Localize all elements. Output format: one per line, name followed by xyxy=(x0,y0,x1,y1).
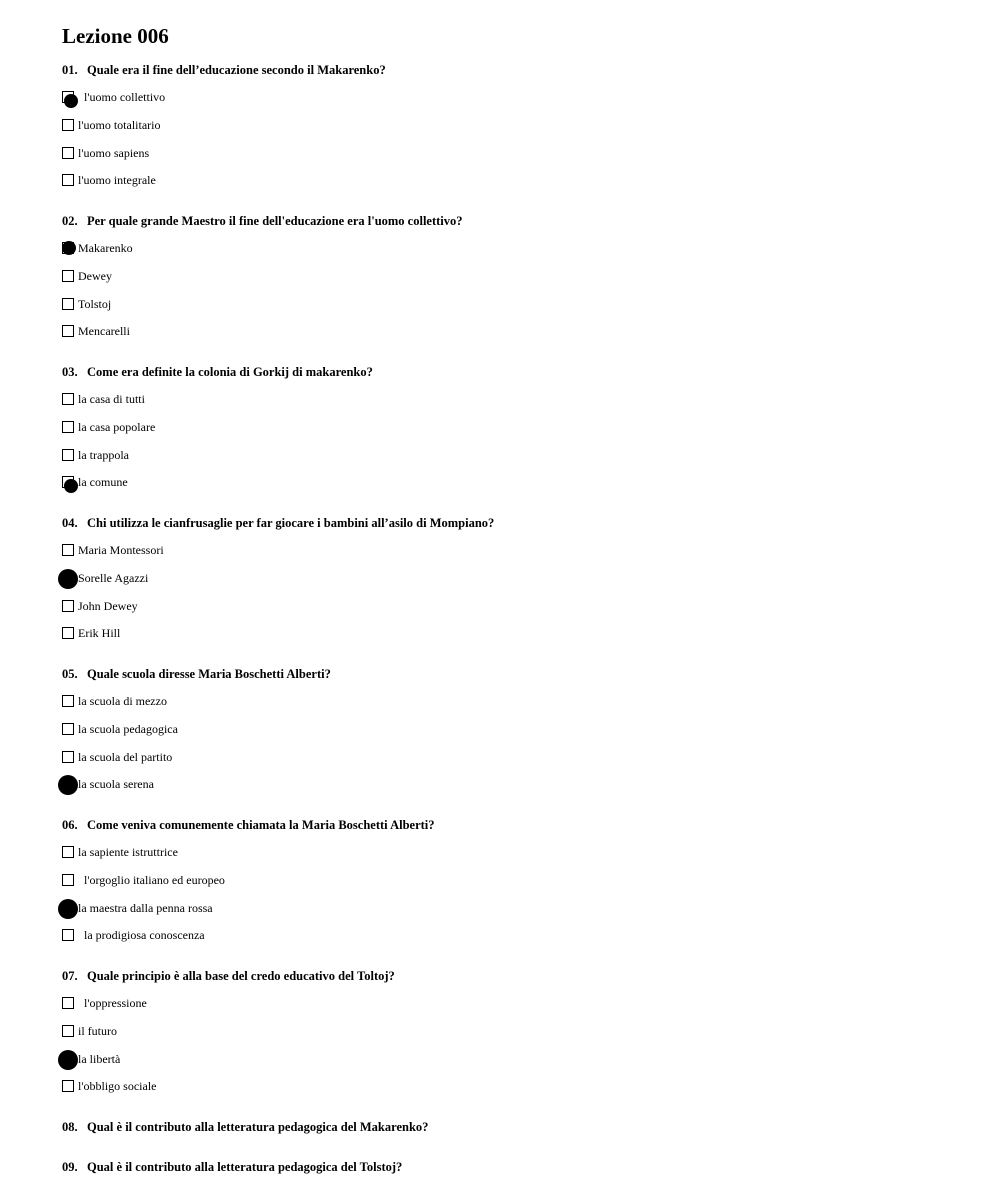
answer-option[interactable] xyxy=(62,541,164,559)
answer-checkbox[interactable] xyxy=(62,449,74,461)
answer-option[interactable] xyxy=(62,1077,156,1095)
question-9 xyxy=(62,1158,402,1176)
answer-checkbox[interactable] xyxy=(62,476,74,488)
answer-label: l'orgoglio italiano ed europeo xyxy=(84,873,225,887)
question-number: 05. xyxy=(62,667,78,681)
answer-option[interactable] xyxy=(62,569,148,587)
question-text: Quale principio è alla base del credo educativo del Toltoj? xyxy=(87,969,395,983)
question-8 xyxy=(62,1118,428,1136)
answer-label: Dewey xyxy=(78,269,112,283)
question-number: 08. xyxy=(62,1120,78,1134)
question-3 xyxy=(62,363,373,381)
answer-label: John Dewey xyxy=(78,599,138,613)
answer-label: la casa popolare xyxy=(78,420,156,434)
answer-option[interactable] xyxy=(62,1050,120,1068)
question-number: 09. xyxy=(62,1160,78,1174)
answer-checkbox[interactable] xyxy=(62,902,74,914)
filled-dot-icon xyxy=(58,775,78,795)
answer-checkbox[interactable] xyxy=(62,1053,74,1065)
answer-label: la scuola serena xyxy=(78,777,154,791)
answer-label: Maria Montessori xyxy=(78,543,164,557)
filled-dot-icon xyxy=(64,479,78,493)
answer-checkbox[interactable] xyxy=(62,723,74,735)
answer-option[interactable] xyxy=(62,994,147,1012)
answer-option[interactable] xyxy=(62,446,129,464)
answer-option[interactable] xyxy=(62,322,130,340)
answer-label: la libertà xyxy=(78,1052,121,1066)
question-6 xyxy=(62,816,435,834)
answer-checkbox[interactable] xyxy=(62,874,74,886)
answer-option[interactable] xyxy=(62,239,133,257)
answer-option[interactable] xyxy=(62,88,165,106)
answer-option[interactable] xyxy=(62,1022,117,1040)
answer-option[interactable] xyxy=(62,473,128,491)
question-text: Quale scuola diresse Maria Boschetti Alberti? xyxy=(87,667,331,681)
answer-label: Mencarelli xyxy=(78,324,130,338)
answer-label: la scuola pedagogica xyxy=(78,722,178,736)
answer-checkbox[interactable] xyxy=(62,627,74,639)
question-text: Quale era il fine dell’educazione secondo il Makarenko? xyxy=(87,63,386,77)
answer-label: la scuola di mezzo xyxy=(78,694,167,708)
answer-option[interactable] xyxy=(62,116,160,134)
answer-checkbox[interactable] xyxy=(62,1080,74,1092)
answer-label: Erik Hill xyxy=(78,626,121,640)
answer-checkbox[interactable] xyxy=(62,997,74,1009)
answer-checkbox[interactable] xyxy=(62,421,74,433)
answer-option[interactable] xyxy=(62,597,138,615)
answer-label: l'uomo integrale xyxy=(78,173,156,187)
answer-option[interactable] xyxy=(62,720,178,738)
answer-checkbox[interactable] xyxy=(62,572,74,584)
question-number: 04. xyxy=(62,516,78,530)
question-text: Per quale grande Maestro il fine dell'educazione era l'uomo collettivo? xyxy=(87,214,463,228)
answer-option[interactable] xyxy=(62,390,145,408)
question-text: Come veniva comunemente chiamata la Maria Boschetti Alberti? xyxy=(87,818,435,832)
answer-checkbox[interactable] xyxy=(62,325,74,337)
answer-label: l'uomo sapiens xyxy=(78,146,150,160)
answer-label: la prodigiosa conoscenza xyxy=(84,928,205,942)
question-1 xyxy=(62,61,386,79)
question-number: 02. xyxy=(62,214,78,228)
answer-option[interactable] xyxy=(62,624,120,642)
question-2 xyxy=(62,212,463,230)
answer-checkbox[interactable] xyxy=(62,695,74,707)
question-text: Qual è il contributo alla letteratura pedagogica del Makarenko? xyxy=(87,1120,429,1134)
answer-checkbox[interactable] xyxy=(62,544,74,556)
answer-label: il futuro xyxy=(78,1024,117,1038)
answer-checkbox[interactable] xyxy=(62,147,74,159)
answer-option[interactable] xyxy=(62,418,155,436)
question-7 xyxy=(62,967,395,985)
answer-checkbox[interactable] xyxy=(62,119,74,131)
answer-checkbox[interactable] xyxy=(62,270,74,282)
answer-label: la trappola xyxy=(78,448,129,462)
answer-label: Tolstoj xyxy=(78,297,112,311)
answer-label: l'uomo collettivo xyxy=(84,90,166,104)
question-5 xyxy=(62,665,331,683)
answer-option[interactable] xyxy=(62,267,112,285)
filled-dot-icon xyxy=(58,1050,78,1070)
answer-checkbox[interactable] xyxy=(62,91,74,103)
answer-option[interactable] xyxy=(62,295,111,313)
answer-option[interactable] xyxy=(62,144,149,162)
answer-checkbox[interactable] xyxy=(62,242,74,254)
answer-checkbox[interactable] xyxy=(62,929,74,941)
question-number: 07. xyxy=(62,969,78,983)
lesson-title: Lezione 006 xyxy=(62,24,169,48)
answer-checkbox[interactable] xyxy=(62,298,74,310)
answer-option[interactable] xyxy=(62,843,178,861)
question-number: 03. xyxy=(62,365,78,379)
question-text: Chi utilizza le cianfrusaglie per far giocare i bambini all’asilo di Mompiano? xyxy=(87,516,495,530)
answer-label: la casa di tutti xyxy=(78,392,145,406)
answer-option[interactable] xyxy=(62,871,225,889)
answer-option[interactable] xyxy=(62,899,213,917)
answer-option[interactable] xyxy=(62,171,156,189)
filled-dot-icon xyxy=(62,241,76,255)
filled-dot-icon xyxy=(58,569,78,589)
filled-dot-icon xyxy=(64,94,78,108)
answer-checkbox[interactable] xyxy=(62,778,74,790)
answer-label: la sapiente istruttrice xyxy=(78,845,178,859)
answer-label: l'oppressione xyxy=(84,996,147,1010)
answer-option[interactable] xyxy=(62,692,167,710)
answer-checkbox[interactable] xyxy=(62,846,74,858)
answer-label: la comune xyxy=(78,475,128,489)
answer-option[interactable] xyxy=(62,748,172,766)
filled-dot-icon xyxy=(58,899,78,919)
answer-option[interactable] xyxy=(62,926,205,944)
question-number: 01. xyxy=(62,63,78,77)
answer-checkbox[interactable] xyxy=(62,393,74,405)
answer-label: l'uomo totalitario xyxy=(78,118,161,132)
answer-label: la maestra dalla penna rossa xyxy=(78,901,213,915)
question-text: Qual è il contributo alla letteratura pedagogica del Tolstoj? xyxy=(87,1160,403,1174)
answer-option[interactable] xyxy=(62,775,154,793)
question-number: 06. xyxy=(62,818,78,832)
answer-label: l'obbligo sociale xyxy=(78,1079,157,1093)
answer-label: Sorelle Agazzi xyxy=(78,571,149,585)
answer-label: Makarenko xyxy=(78,241,133,255)
question-text: Come era definite la colonia di Gorkij di makarenko? xyxy=(87,365,373,379)
answer-checkbox[interactable] xyxy=(62,600,74,612)
answer-label: la scuola del partito xyxy=(78,750,173,764)
answer-checkbox[interactable] xyxy=(62,174,74,186)
question-4 xyxy=(62,514,494,532)
answer-checkbox[interactable] xyxy=(62,1025,74,1037)
answer-checkbox[interactable] xyxy=(62,751,74,763)
